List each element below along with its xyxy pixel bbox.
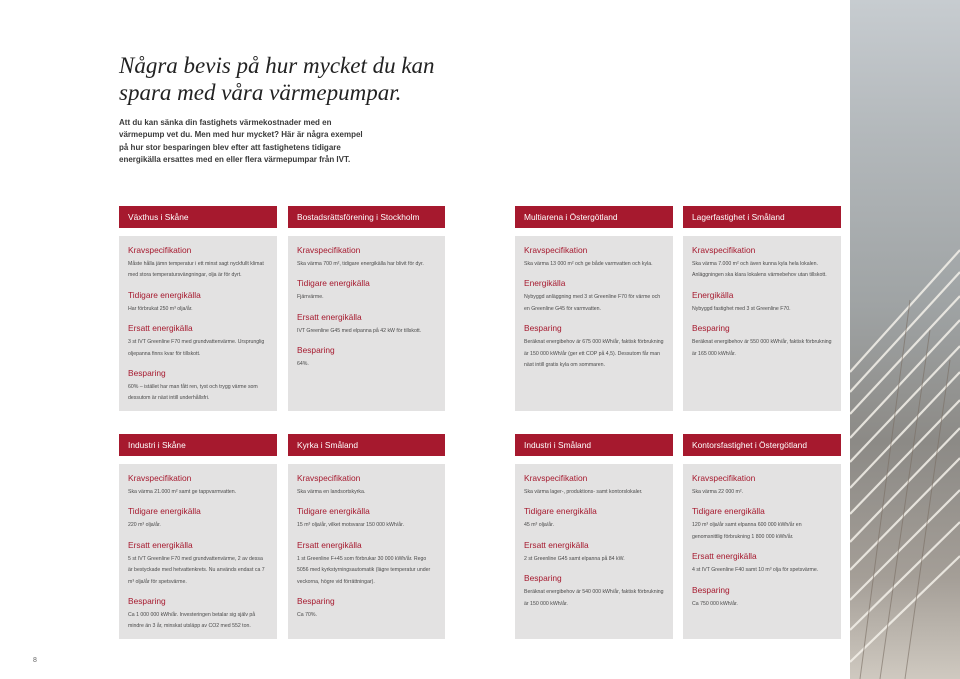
section-text: Fjärrvärme. [297, 294, 324, 301]
section-text: Beräknat energibehov är 540 000 kWh/år, faktisk förbrukning är 150 000 kWh/år. [524, 589, 664, 607]
case-title: Lagerfastighet i Småland [692, 212, 785, 222]
section-text: 60% – istället har man fått ren, tyst och trygg värme som dessutom är näst intill underhållsfri. [128, 384, 258, 402]
previous-energy-section [128, 505, 268, 531]
section-text: 220 m³ olja/år. [128, 522, 161, 529]
page-number: 8 [33, 657, 37, 664]
savings-section [297, 595, 436, 621]
section-heading: Kravspecifikation [297, 245, 361, 255]
previous-energy-section [297, 505, 436, 531]
section-text: 4 st IVT Greenline F40 samt 10 m³ olja för spetsvärme. [692, 567, 819, 574]
case-title: Växthus i Skåne [128, 212, 189, 222]
spec-section [692, 472, 832, 498]
section-heading: Besparing [128, 596, 166, 607]
case-header [288, 434, 445, 456]
section-heading: Kravspecifikation [128, 473, 192, 483]
case-header [119, 434, 277, 456]
spec-section [297, 472, 436, 498]
case-header [515, 434, 673, 456]
section-heading: Kravspecifikation [128, 245, 192, 255]
case-box [119, 464, 277, 639]
section-heading: Kravspecifikation [524, 245, 588, 255]
section-text: Ska värma 21.000 m² samt ge tappvarmvatten. [128, 489, 237, 495]
section-text: Ska värma 700 m², tidigare energikälla har blivit för dyr. [297, 261, 424, 267]
section-heading: Besparing [524, 323, 562, 334]
energy-source-section [524, 277, 664, 315]
section-heading: Besparing [524, 573, 562, 584]
case-title: Industri i Småland [524, 440, 592, 450]
section-text: Måste hålla jämn temperatur i ett minst sagt nyckfullt klimat med stora temperatursvängningar, olja är för dyrt. [128, 261, 264, 279]
case-box [683, 236, 841, 411]
section-text: 5 st IVT Greenline F70 med grundvattenvärme, 2 av dessa är bestyckade med hetvattenkrets. Nu används endast ca 7 m³ olja/år för spetsvärme. [128, 555, 265, 585]
intro-text: Att du kan sänka din fastighets värmekostnader med en värmepump vet du. Men med hur mycket? Här är några exempel på hur stor besparingen blev efter att fastighetens tidigare energikälla ersattes med en eller flera värmepumpar från IVT. [119, 118, 363, 165]
section-heading: Besparing [692, 584, 730, 595]
replacement-energy-section [524, 539, 664, 565]
section-heading: Kravspecifikation [524, 473, 588, 483]
title-line-2: spara med våra värmepumpar. [119, 80, 402, 105]
savings-section [692, 584, 832, 610]
section-text: 120 m³ olja/år samt elpanna 600 000 kWh/år en genomsnittlig förbrukning 1 800 000 kWh/år. [692, 522, 802, 540]
section-heading: Besparing [128, 368, 166, 379]
previous-energy-section [692, 505, 832, 543]
section-heading: Tidigare energikälla [128, 506, 201, 517]
section-heading: Kravspecifikation [692, 473, 756, 483]
replacement-energy-section [128, 539, 268, 588]
case-title: Multiarena i Östergötland [524, 212, 618, 222]
section-text: 1 st Greenline F+45 som förbrukar 30 000 kWh/år. Rego 5056 med kyrkstyrningsautomatik (lägre temperatur under veckorna, högre vid förrättningar). [297, 555, 431, 585]
case-header [119, 206, 277, 228]
section-text: Nybyggd fastighet med 3 st Greenline F70. [692, 305, 791, 312]
section-heading: Tidigare energikälla [128, 289, 201, 300]
section-text: 45 m³ olja/år. [524, 522, 554, 529]
spec-section [524, 244, 664, 270]
section-text: Beräknat energibehov är 550 000 kWh/år, faktisk förbrukning är 165 000 kWh/år. [692, 339, 832, 357]
page-title [119, 52, 449, 106]
section-text: 64%. [297, 361, 309, 368]
case-header [515, 206, 673, 228]
section-heading: Energikälla [692, 289, 734, 300]
replacement-energy-section [297, 311, 436, 337]
spec-section [297, 244, 436, 270]
section-heading: Besparing [297, 596, 335, 607]
section-text: Ca 1 000 000 kWh/år. Investeringen betalar sig själv på mindre än 3 år, minskat utsläpp av CO2 med 552 ton. [128, 612, 256, 630]
section-text: Ska värma 7.000 m² och även kunna kyla hela lokalen. Anläggningen ska klara lokalens värmebehov utan tillskott. [692, 261, 827, 279]
section-text: 15 m³ olja/år, vilket motsvarar 150 000 kWh/år. [297, 522, 404, 529]
section-heading: Besparing [297, 345, 335, 356]
case-header [288, 206, 445, 228]
replacement-energy-section [297, 539, 436, 588]
spec-section [128, 244, 268, 282]
section-heading: Tidigare energikälla [297, 506, 370, 517]
previous-energy-section [128, 289, 268, 315]
section-text: 2 st Greenline G45 samt elpanna på 84 kW. [524, 555, 625, 562]
case-header [683, 434, 841, 456]
savings-section [128, 367, 268, 405]
section-text: Ca 70%. [297, 612, 317, 619]
section-heading: Ersatt energikälla [297, 311, 362, 322]
case-box [683, 464, 841, 639]
section-heading: Energikälla [524, 278, 566, 289]
section-text: Beräknat energibehov är 675 000 kWh/år, faktisk förbrukning är 150 000 kWh/år (ger ett COP på 4,5). Dessutom får man näst intill gratis kyla om sommaren. [524, 339, 664, 369]
replacement-energy-section [128, 322, 268, 360]
savings-section [524, 572, 664, 610]
case-box [119, 236, 277, 411]
case-box [288, 464, 445, 639]
title-line-1: Några bevis på hur mycket du kan [119, 53, 435, 78]
case-box [515, 464, 673, 639]
spec-section [128, 472, 268, 498]
section-heading: Besparing [692, 323, 730, 334]
previous-energy-section [297, 277, 436, 303]
savings-section [524, 322, 664, 371]
case-title: Kontorsfastighet i Östergötland [692, 440, 807, 450]
replacement-energy-section [692, 550, 832, 576]
section-heading: Tidigare energikälla [297, 278, 370, 289]
case-title: Kyrka i Småland [297, 440, 358, 450]
case-title: Industri i Skåne [128, 440, 186, 450]
case-title: Bostadsrättsförening i Stockholm [297, 212, 420, 222]
section-heading: Kravspecifikation [297, 473, 361, 483]
savings-section [297, 344, 436, 370]
section-text: 3 st IVT Greenline F70 med grundvattenvärme. Ursprunglig oljepanna finns kvar för tillskott. [128, 339, 265, 357]
section-heading: Kravspecifikation [692, 245, 756, 255]
case-header [683, 206, 841, 228]
section-heading: Ersatt energikälla [524, 539, 589, 550]
building-photo [850, 0, 960, 679]
savings-section [692, 322, 832, 360]
previous-energy-section [524, 505, 664, 531]
section-text: Ska värma lager-, produktions- samt kontorslokaler. [524, 489, 643, 495]
section-text: Ska värma 22 000 m². [692, 489, 744, 495]
section-heading: Tidigare energikälla [524, 506, 597, 517]
section-text: Har förbrukat 250 m³ olja/år. [128, 305, 193, 312]
section-heading: Ersatt energikälla [297, 539, 362, 550]
section-heading: Ersatt energikälla [128, 539, 193, 550]
section-heading: Ersatt energikälla [128, 323, 193, 334]
section-text: IVT Greenline G45 med elpanna på 42 kW för tillskott. [297, 327, 422, 334]
case-box [515, 236, 673, 411]
page-left-margin [0, 0, 112, 679]
energy-source-section [692, 289, 832, 315]
section-text: Nybyggd anläggning med 3 st Greenline F70 för värme och en Greenline G45 för varmvatten. [524, 294, 661, 312]
section-text: Ska värma en landsortskyrka. [297, 489, 366, 495]
section-heading: Tidigare energikälla [692, 506, 765, 517]
section-text: Ca 750 000 kWh/år. [692, 600, 738, 607]
spec-section [524, 472, 664, 498]
spec-section [692, 244, 832, 282]
savings-section [128, 595, 268, 633]
section-heading: Ersatt energikälla [692, 551, 757, 562]
case-box [288, 236, 445, 411]
section-text: Ska värma 13 000 m² och ge både varmvatten och kyla. [524, 261, 653, 267]
